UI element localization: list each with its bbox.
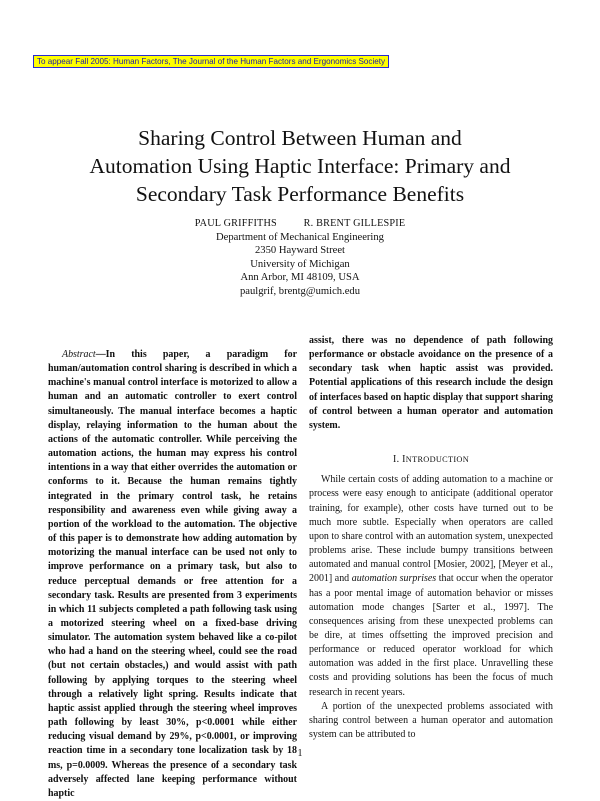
- right-column: [309, 334, 553, 742]
- title-line: Secondary Task Performance Benefits: [135, 182, 465, 206]
- title-line: Sharing Control Between Human and: [138, 126, 462, 150]
- author-name: PAUL GRIFFITHS: [194, 218, 277, 229]
- abstract: [48, 348, 297, 801]
- affiliation-line: Department of Mechanical Engineering: [216, 231, 384, 243]
- journal-notice: To appear Fall 2005: Human Factors, The Journal of the Human Factors and Ergonomics Society: [33, 55, 389, 68]
- section-title-rest: NTRODUCTION: [405, 455, 469, 465]
- page-number: 1: [297, 748, 303, 759]
- section-first-letter: I: [402, 454, 406, 466]
- section-heading-introduction: [309, 453, 553, 467]
- author-email: paulgrif, brentg@umich.edu: [239, 285, 361, 297]
- intro-text: While certain costs of adding automation to a machine or process were easy enough to anticipate (additional operator training, for example), other costs have turned out to be much more subtle. Especially when operators are called upon to share control with an automation system, unexpected problems arise. These include bumpy transitions between automated and manual control [Mosier, 2002], [Meyer et al., 2001] and: [309, 474, 553, 585]
- abstract-text: —In this paper, a paradigm for human/automation control sharing is described in which a machine's manual control interface is motorized to allow a human and an automatic controller to exert control simultaneously. The manual interface becomes a haptic display, relaying information to the human about the actions of the automatic controller. While perceiving the automation actions, the human may express his control intentions in a way that either overrides the automation or conforms to it. Because the human remains tightly integrated in the primary control task, he retains responsibility and awareness even while giving away a portion of the workload to the automation. The objective of this paper is to demonstrate how adding automation by motorizing the manual interface can be used not only to improve performance on a primary task, but also to reduce perceptual demands or free attention for a secondary task. Results are presented from 3 experiments in which 11 subjects completed a path following task using a motorized steering wheel on a fixed-base driving simulator. The automation system behaved like a co-pilot who had a hand on the steering wheel, could see the road (but not certain obstacles,) and would assist with path following by applying torques to the steering wheel through a relatively light spring. Results indicate that haptic assist applied through the steering wheel improves path following by least 30%, p<0.0001 while either reducing visual demand by 29%, p<0.0001, or improving reaction time in a secondary tone localization task by 18 ms, p=0.0009. Whereas the presence of a secondary task adversely affected lane keeping performance without haptic: [48, 349, 297, 799]
- section-number: I.: [392, 454, 403, 466]
- intro-paragraph-1: [309, 473, 553, 700]
- paper-title: [40, 124, 560, 208]
- intro-text: that occur when the operator has a poor mental image of automation behavior or misses automation mode changes [Sarter et al., 1997]. The consequences arising from these unexpected problems can be dire, at times offsetting the improved precision and performance or reduced operator workload for which automation was added in the first place. Unravelling these costs and providing solutions has been the focus of much research in recent years.: [309, 573, 553, 698]
- author-block: [90, 217, 510, 298]
- affiliation-line: Ann Arbor, MI 48109, USA: [240, 272, 360, 283]
- affiliation-line: 2350 Hayward Street: [254, 245, 346, 256]
- intro-paragraph-2: A portion of the unexpected problems associated with sharing control between a human operator and automation system can be attributed to: [309, 700, 553, 741]
- abstract-continued: assist, there was no dependence of path following performance or obstacle avoidance on the presence of a secondary task when haptic assist was provided. Potential applications of this research include the design of interfaces based on haptic display that support sharing of control between a human operator and automation system.: [309, 335, 553, 431]
- author-names: [90, 217, 510, 231]
- intro-emphasis: automation surprises: [351, 573, 437, 585]
- author-name: R. BRENT GILLESPIE: [303, 218, 406, 229]
- affiliation-line: University of Michigan: [250, 258, 350, 270]
- left-column: [48, 348, 297, 801]
- abstract-label: Abstract: [62, 349, 96, 360]
- title-line: Automation Using Haptic Interface: Primary and: [89, 154, 511, 178]
